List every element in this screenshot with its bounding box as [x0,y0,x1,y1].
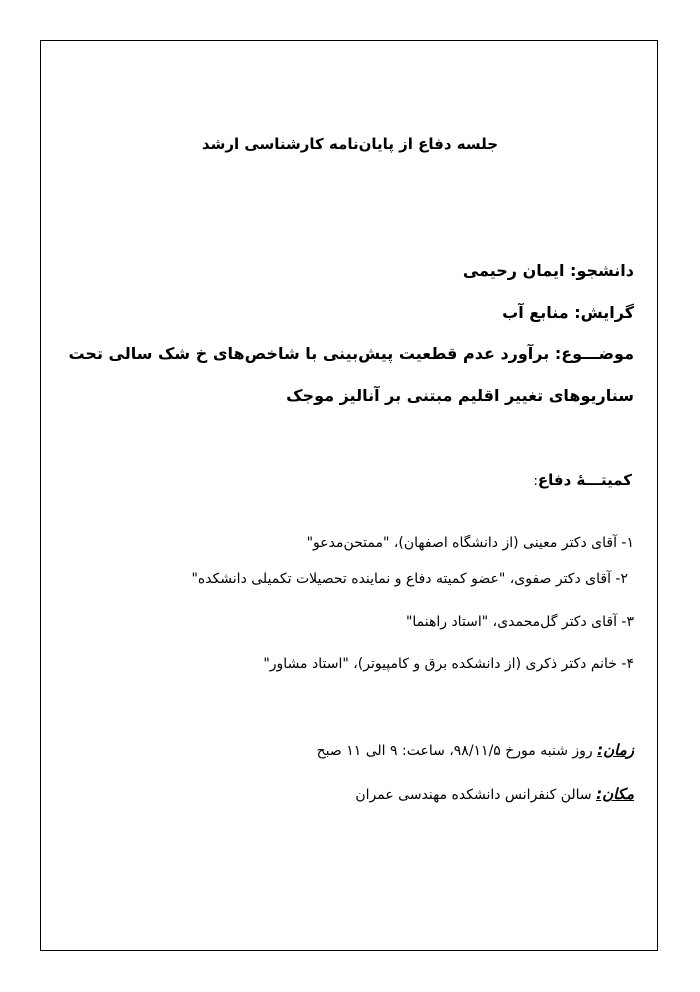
major-line [502,303,634,322]
time-value: روز شنبه مورخ ۹۸/۱۱/۵، ساعت: ۹ الی ۱۱ صبح [316,743,593,759]
committee-member: ۲- آقای دکتر صفوی، "عضو کمیته دفاع و نماینده تحصیلات تکمیلی دانشکده" [191,571,628,587]
topic-line [68,344,634,363]
student-name: ایمان رحیمی [462,261,565,280]
topic-text-line-2: سناریوهای تغییر اقلیم مبتنی بر آنالیز موجک [286,386,634,405]
time-label: زمان: [597,741,634,759]
place-line [355,785,634,803]
committee-member: ۳- آقای دکتر گل‌محمدی، "استاد راهنما" [405,614,634,630]
topic-text-line-1: برآورد عدم قطعیت پیش‌بینی با شاخص‌های خ شک سالی تحت [68,344,550,363]
place-value: سالن کنفرانس دانشکده مهندسی عمران [355,787,592,803]
committee-label: کمیتـــهٔ دفاع [537,471,632,489]
major-value: منابع آب [502,303,569,322]
committee-heading [533,471,632,489]
major-label: گرایش: [574,303,634,322]
time-line [317,741,634,759]
document-title: جلسه دفاع از پایان‌نامه کارشناسی ارشد [201,135,499,153]
topic-label: موضـــوع: [554,344,634,363]
committee-member: ۴- خانم دکتر ذکری (از دانشکده برق و کامپیوتر)، "استاد مشاور" [263,656,634,672]
committee-member: ۱- آقای دکتر معینی (از دانشگاه اصفهان)، "ممتحن‌مدعو" [306,535,634,551]
place-label: مکان: [596,785,634,803]
committee-colon: : [533,474,538,489]
page-border [40,40,658,951]
student-label: دانشجو: [570,261,634,280]
student-line [463,261,634,280]
